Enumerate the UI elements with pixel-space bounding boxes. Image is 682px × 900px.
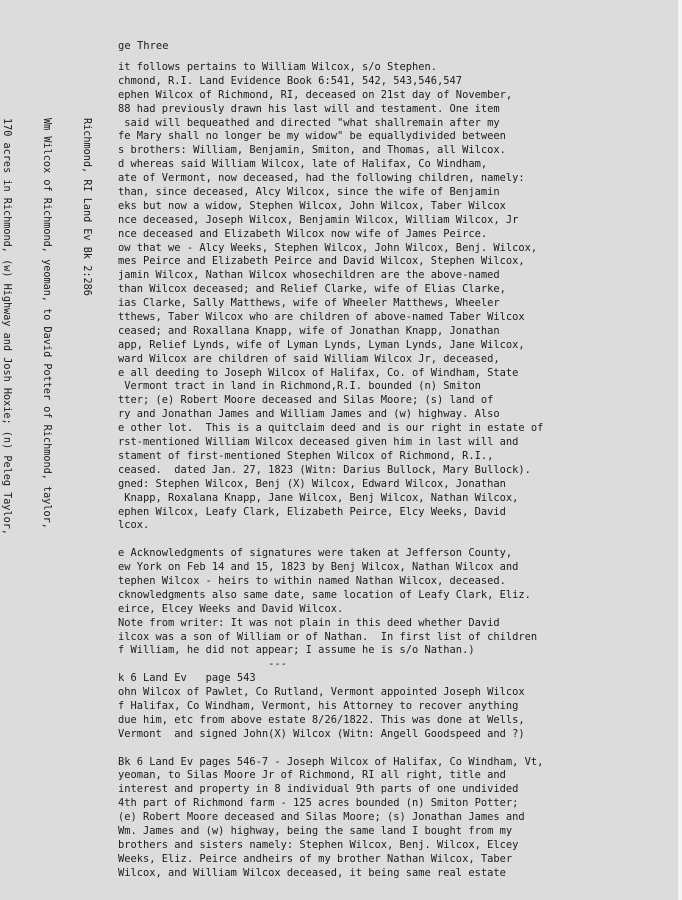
text-line: ephen Wilcox, Leafy Clark, Elizabeth Peirce, Elcy Weeks, David xyxy=(118,505,506,518)
text-line: Weeks, Eliz. Peirce andheirs of my brother Nathan Wilcox, Taber xyxy=(118,852,513,865)
text-line: brothers and sisters namely: Stephen Wilcox, Benj. Wilcox, Elcey xyxy=(118,838,519,851)
text-line: rst-mentioned William Wilcox deceased given him in last will and xyxy=(118,436,519,449)
text-line: --- xyxy=(118,658,287,671)
text-line: f Halifax, Co Windham, Vermont, his Attorney to recover anything xyxy=(118,699,519,712)
text-line: eirce, Elcey Weeks and David Wilcox. xyxy=(118,602,344,615)
text-line: mes Peirce and Elizabeth Peirce and David Wilcox, Stephen Wilcox, xyxy=(118,255,525,268)
text-line: tthews, Taber Wilcox who are children of above-named Taber Wilcox xyxy=(118,311,525,324)
text-line: ceased. dated Jan. 27, 1823 (Witn: Darius Bullock, Mary Bullock). xyxy=(118,463,531,476)
text-line: Bk 6 Land Ev pages 546-7 - Joseph Wilcox of Halifax, Co Windham, Vt, xyxy=(118,755,544,768)
text-line: (e) Robert Moore deceased and Silas Moore; (s) Jonathan James and xyxy=(118,811,525,824)
text-line: e Acknowledgments of signatures were taken at Jefferson County, xyxy=(118,547,513,560)
text-line: d whereas said William Wilcox, late of Halifax, Co Windham, xyxy=(118,158,488,171)
margin-note-line: 170 acres in Richmond, (w) Highway and Josh Hoxie; (n) Peleg Taylor, xyxy=(0,118,12,536)
text-line: ilcox was a son of William or of Nathan. In first list of children xyxy=(118,630,538,643)
text-line: e all deeding to Joseph Wilcox of Halifax, Co. of Windham, State xyxy=(118,366,519,379)
text-line: gned: Stephen Wilcox, Benj (X) Wilcox, Edward Wilcox, Jonathan xyxy=(118,477,506,490)
text-line: Vermont and signed John(X) Wilcox (Witn: Angell Goodspeed and ?) xyxy=(118,727,525,740)
text-line: it follows pertains to William Wilcox, s/o Stephen. xyxy=(118,61,438,73)
text-line: ew York on Feb 14 and 15, 1823 by Benj Wilcox, Nathan Wilcox and xyxy=(118,561,519,574)
text-line: 88 had previously drawn his last will and testament. One item xyxy=(118,102,500,115)
text-line: cknowledgments also same date, same location of Leafy Clark, Eliz. xyxy=(118,588,531,601)
page-title: ge Three xyxy=(118,40,169,52)
text-line: ohn Wilcox of Pawlet, Co Rutland, Vermont appointed Joseph Wilcox xyxy=(118,686,525,699)
margin-note-line: Wm Wilcox of Richmond, yeoman, to David Potter of Richmond, taylor, xyxy=(40,118,52,529)
text-line: e other lot. This is a quitclaim deed and is our right in estate of xyxy=(118,422,544,435)
text-line: yeoman, to Silas Moore Jr of Richmond, RI all right, title and xyxy=(118,769,506,782)
text-line: f William, he did not appear; I assume he is s/o Nathan.) xyxy=(118,644,475,657)
text-line: Wilcox, and William Wilcox deceased, it being same real estate xyxy=(118,866,506,879)
text-line: due him, etc from above estate 8/26/1822. This was done at Wells, xyxy=(118,713,525,726)
text-line: jamin Wilcox, Nathan Wilcox whosechildren are the above-named xyxy=(118,269,500,282)
margin-note-line: Richmond, RI Land Ev Bk 2:286 xyxy=(81,118,93,296)
text-line: app, Relief Lynds, wife of Lyman Lynds, Lyman Lynds, Jane Wilcox, xyxy=(118,338,525,351)
typed-body-text xyxy=(118,61,678,881)
text-line: than Wilcox deceased; and Relief Clarke, wife of Elias Clarke, xyxy=(118,283,506,296)
text-line: Vermont tract in land in Richmond,R.I. bounded (n) Smiton xyxy=(118,380,481,393)
scan-edge xyxy=(678,0,682,900)
text-line: ephen Wilcox of Richmond, RI, deceased on 21st day of November, xyxy=(118,88,513,101)
text-line: than, since deceased, Alcy Wilcox, since the wife of Benjamin xyxy=(118,186,500,199)
rotated-margin-note xyxy=(0,118,120,608)
text-line: lcox. xyxy=(118,519,150,532)
text-line: eks but now a widow, Stephen Wilcox, John Wilcox, Taber Wilcox xyxy=(118,199,506,212)
text-line: chmond, R.I. Land Evidence Book 6:541, 542, 543,546,547 xyxy=(118,74,463,87)
text-line: k 6 Land Ev page 543 xyxy=(118,672,256,685)
text-line: nce deceased, Joseph Wilcox, Benjamin Wilcox, William Wilcox, Jr xyxy=(118,213,519,226)
text-line: tter; (e) Robert Moore deceased and Silas Moore; (s) land of xyxy=(118,394,494,407)
text-line: fe Mary shall no longer be my widow" be equallydivided between xyxy=(118,130,506,143)
text-line: nce deceased and Elizabeth Wilcox now wife of James Peirce. xyxy=(118,227,488,240)
text-line: interest and property in 8 individual 9th parts of one undivided xyxy=(118,783,519,796)
text-line: ate of Vermont, now deceased, had the following children, namely: xyxy=(118,172,525,185)
text-line: tephen Wilcox - heirs to within named Nathan Wilcox, deceased. xyxy=(118,574,506,587)
text-line: Knapp, Roxalana Knapp, Jane Wilcox, Benj Wilcox, Nathan Wilcox, xyxy=(118,491,519,504)
text-line: s brothers: William, Benjamin, Smiton, and Thomas, all Wilcox. xyxy=(118,144,506,157)
text-line: ias Clarke, Sally Matthews, wife of Wheeler Matthews, Wheeler xyxy=(118,297,500,310)
text-line: stament of first-mentioned Stephen Wilcox of Richmond, R.I., xyxy=(118,449,494,462)
text-line: ceased; and Roxallana Knapp, wife of Jonathan Knapp, Jonathan xyxy=(118,324,500,337)
text-line xyxy=(118,742,678,756)
text-line: ow that we - Alcy Weeks, Stephen Wilcox, John Wilcox, Benj. Wilcox, xyxy=(118,241,538,254)
text-line: ry and Jonathan James and William James and (w) highway. Also xyxy=(118,408,500,421)
text-line: said will bequeathed and directed "what shallremain after my xyxy=(118,116,500,129)
text-line: Wm. James and (w) highway, being the same land I bought from my xyxy=(118,824,513,837)
text-line xyxy=(118,533,678,547)
text-line: 4th part of Richmond farm - 125 acres bounded (n) Smiton Potter; xyxy=(118,797,519,810)
text-line: Note from writer: It was not plain in this deed whether David xyxy=(118,616,500,629)
text-line: ward Wilcox are children of said William Wilcox Jr, deceased, xyxy=(118,352,500,365)
